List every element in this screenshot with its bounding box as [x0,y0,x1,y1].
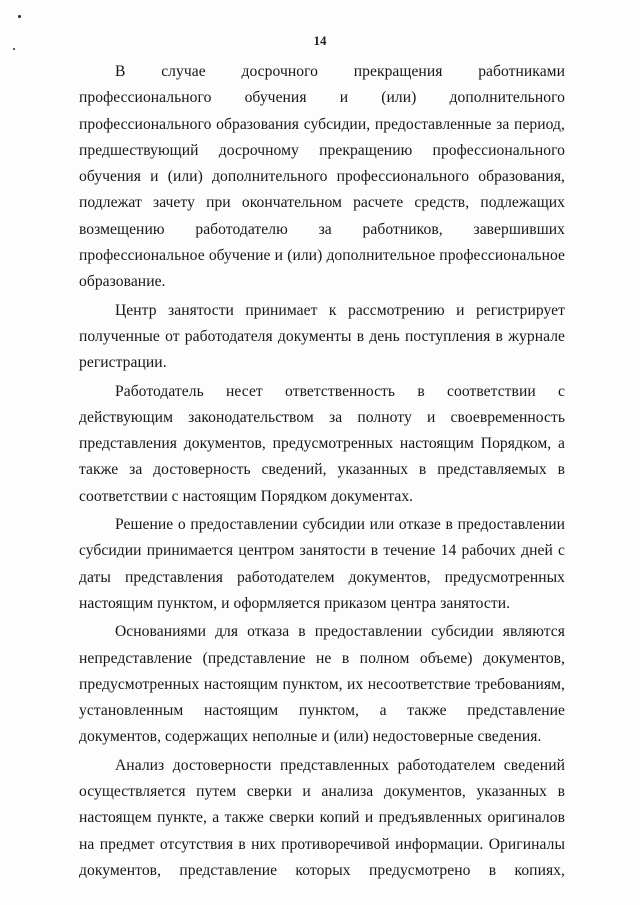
scan-speck [18,15,21,18]
paragraph-refusal-grounds: Основаниями для отказа в предоставлении субсидии являются непредставление (представление не в полном объеме) документов, предусмотренных настоящим пунктом, их несоответствие требованиям, установленным настоящим пунктом, а также представление документов, содержащих неполные и (или) недостоверные сведения. [79,623,565,746]
paragraph-decision: Решение о предоставлении субсидии или отказе в предоставлении субсидии принимается центром занятости в течение 14 рабочих дней с даты представления работодателем документов, предусмотренных настоящим пунктом, и оформляется приказом центра занятости. [79,516,565,612]
body-text [79,59,565,886]
paragraph-registration: Центр занятости принимает к рассмотрению и регистрирует полученные от работодателя документы в день поступления в журнале регистрации. [79,301,565,372]
page-number: 14 [313,33,327,48]
paragraph-verification: Анализ достоверности представленных работодателем сведений осуществляется путем сверки и анализа документов, указанных в настоящем пункте, а также сверки копий и предъявленных оригиналов на предмет отсутствия в них противоречивой информации. Оригиналы документов, представление которых предусмотрено в копиях, [79,756,565,879]
paragraph-employer-responsibility: Работодатель несет ответственность в соответствии с действующим законодательством за полноту и своевременность представления документов, предусмотренных настоящим Порядком, а также за достоверность сведений, указанных в представляемых в соответствии с настоящим Порядком документах. [79,382,565,505]
paragraph-early-termination: В случае досрочного прекращения работниками профессионального обучения и (или) дополнительного профессионального образования субсидии, предоставленные за период, предшествующий досрочному прекращению профессионального обучения и (или) дополнительного профессионального образования, подлежат зачету при окончательном расчете средств, подлежащих возмещению работодателю за работников, завершивших профессиональное обучение и (или) дополнительное профессиональное образование. [79,63,565,291]
